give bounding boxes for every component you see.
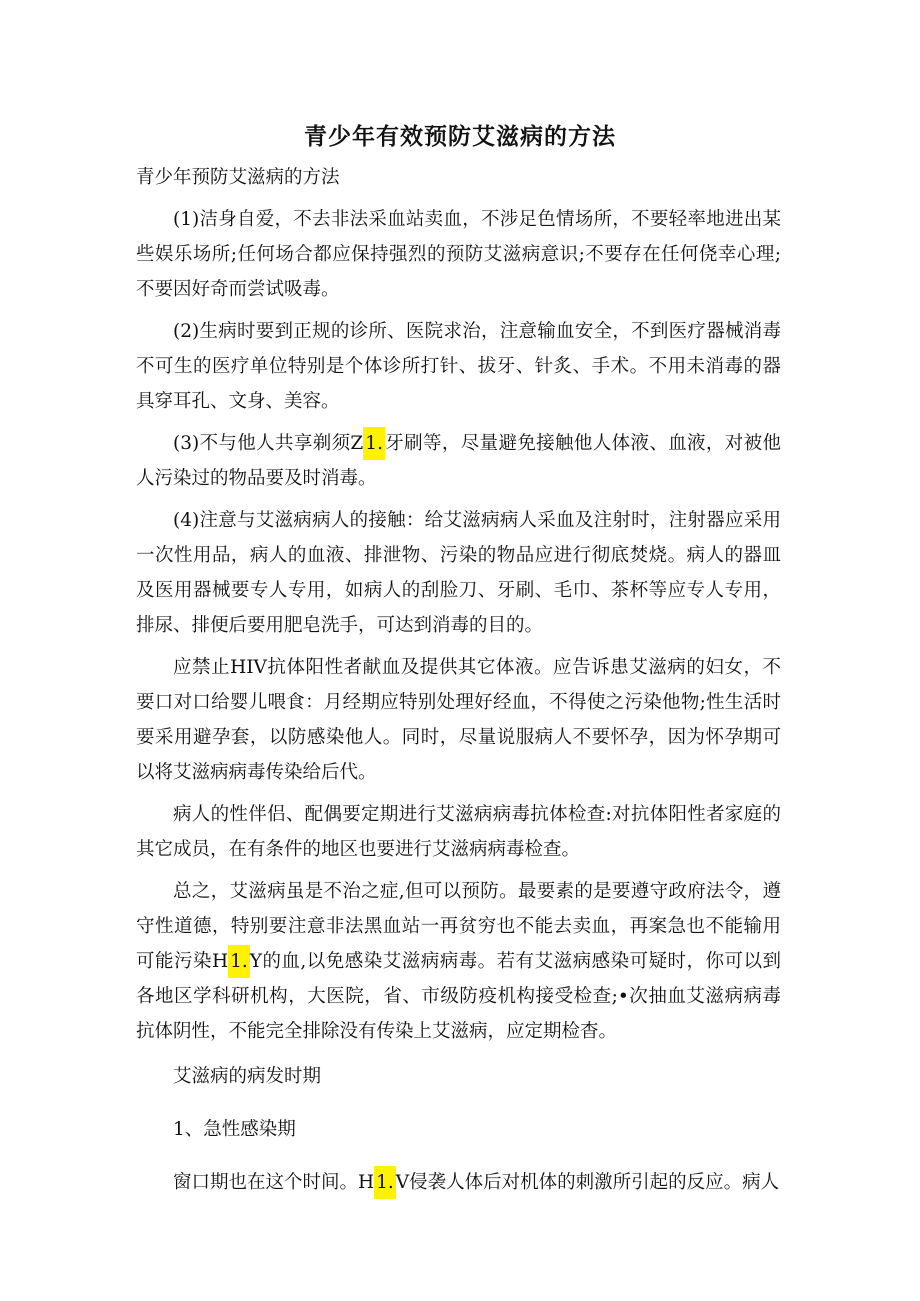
paragraph: (4)注意与艾滋病病人的接触：给艾滋病病人采血及注射时，注射器应采用一次性用品，病人的血液、排泄物、污染的物品应进行彻底焚烧。病人的器皿及医用器械要专人专用，如病人的刮脸刀、牙刷、毛巾、茶杯等应专人专用，排尿、排便后要用肥皂洗手，可达到消毒的目的。 xyxy=(136,510,781,636)
document-body xyxy=(136,160,781,1207)
highlighted-text: 1. xyxy=(228,945,250,978)
paragraph-text: 总之，艾滋病虽是不治之症,但可以预防。最要素的是要遵守政府法令，遵守性道德，特别要注意非法黑血站一再贫穷也不能去卖血，再案急也不能输用可能污染H xyxy=(136,881,781,972)
highlighted-text: 1. xyxy=(374,1166,396,1199)
paragraph xyxy=(136,426,781,496)
paragraph-text: Y的血,以免感染艾滋病病毒。若有艾滋病感染可疑时，你可以到各地区学科研机构，大医院，省、市级防疫机构接受检查;•次抽血艾滋病病毒抗体阴性，不能完全排除没有传染上艾滋病，应定期检杳。 xyxy=(136,951,781,1042)
paragraph-text: 窗口期也在这个时间。H xyxy=(173,1172,375,1193)
highlighted-text: 1. xyxy=(363,427,385,460)
paragraph-text: 牙刷等，尽量避免接触他人体液、血液，对被他人污染过的物品要及时消毒。 xyxy=(136,433,781,489)
paragraph: 应禁止HIV抗体阳性者献血及提供其它体液。应告诉患艾滋病的妇女，不要口对口给婴儿喂食：月经期应特别处理好经血，不得使之污染他物;性生活时要采用避孕套，以防感染他人。同时，尽量说服病人不要怀孕，因为怀孕期可以将艾滋病病毒传染给后代。 xyxy=(136,657,781,783)
section-heading: 1、急性感染期 xyxy=(173,1119,296,1140)
paragraph: 病人的性伴侣、配偶要定期进行艾滋病病毒抗体检查:对抗体阳性者家庭的其它成员，在有条件的地区也要进行艾滋病病毒检查。 xyxy=(136,804,781,860)
paragraph: (2)生病时要到正规的诊所、医院求治，注意输血安全，不到医疗器械消毒不可生的医疗单位特别是个体诊所打针、拔牙、针炙、手术。不用未消毒的器具穿耳孔、文身、美容。 xyxy=(136,321,781,412)
paragraph xyxy=(136,1165,781,1200)
paragraph xyxy=(136,874,781,1049)
section-heading: 青少年预防艾滋病的方法 xyxy=(136,167,340,188)
page-title: 青少年有效预防艾滋病的方法 xyxy=(304,124,616,150)
paragraph-text: (3)不与他人共享剃须Z xyxy=(173,433,364,454)
paragraph-text: V侵袭人体后对机体的刺激所引起的反应。病人 xyxy=(395,1172,780,1193)
paragraph: (1)洁身自爱，不去非法采血站卖血，不涉足色情场所，不要轻率地进出某些娱乐场所;任何场合都应保持强烈的预防艾滋病意识;不要存在任何侥幸心理;不要因好奇而尝试吸毒。 xyxy=(136,209,781,300)
section-heading: 艾滋病的病发时期 xyxy=(173,1066,322,1087)
